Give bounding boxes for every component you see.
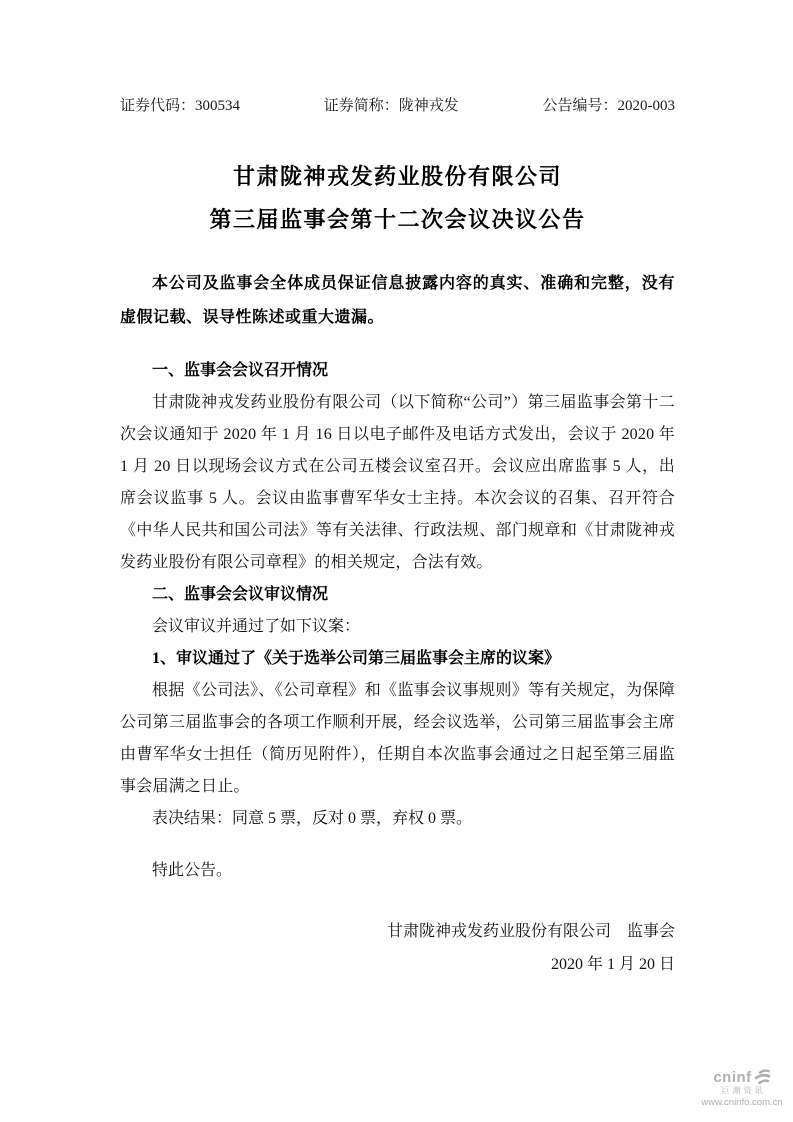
cninfo-swirl-icon [753, 1068, 771, 1085]
signature-company: 甘肃陇神戎发药业股份有限公司 监事会 [386, 923, 675, 940]
doc-title [120, 155, 675, 241]
cninfo-logo-text: cninf [713, 1069, 752, 1086]
cninfo-logo-chinese: 巨潮资讯 [721, 1086, 766, 1095]
doc-title-line1: 甘肃陇神戎发药业股份有限公司 [232, 164, 562, 189]
announcement-number: 公告编号：2020-003 [542, 98, 675, 114]
signature-block [120, 915, 675, 981]
vote-result: 表决结果：同意 5 票，反对 0 票，弃权 0 票。 [152, 810, 473, 827]
doc-header [120, 0, 675, 117]
cninfo-url: www.cninfo.com.cn [701, 1097, 783, 1108]
stock-abbr: 证券简称：陇神戎发 [323, 98, 459, 114]
doc-title-line2: 第三届监事会第十二次会议决议公告 [209, 207, 586, 232]
section2-intro: 会议审议并通过了如下议案： [152, 618, 361, 635]
closing-line: 特此公告。 [152, 862, 233, 879]
cninfo-logo [696, 1069, 788, 1086]
resolution-item1-paragraph: 根据《公司法》、《公司章程》和《监事会议事规则》等有关规定，为保障公司第三届监事会的各项工作顺利开展，经会议选举，公司第三届监事会主席由曹军华女士担任（简历见附件），任期自本次监事会通过之日起至第三届监事会届满之日止。 [120, 682, 675, 795]
section1-heading: 一、监事会会议召开情况 [152, 362, 329, 379]
resolution-item1-heading: 1、审议通过了《关于选举公司第三届监事会主席的议案》 [152, 650, 561, 667]
signature-date: 2020 年 1 月 20 日 [550, 956, 675, 973]
section1-paragraph: 甘肃陇神戎发药业股份有限公司（以下简称“公司”）第三届监事会第十二次会议通知于 2020 年 1 月 16 日以电子邮件及电话方式发出，会议于 2020 年 1 月 20 日以现场会议方式在公司五楼会议室召开。会议应出席监事 5 人，出席会议监事 5 人。会议由监事曹军华女士主持。本次会议的召集、召开符合《中华人民共和国公司法》等有关法律、行政法规、部门规章和《甘肃陇神戎发药业股份有限公司章程》的相关规定，合法有效。 [120, 394, 675, 571]
cninfo-watermark [696, 1069, 788, 1108]
stock-code: 证券代码：300534 [120, 98, 241, 114]
section2-heading: 二、监事会会议审议情况 [152, 586, 329, 603]
disclaimer-statement: 本公司及监事会全体成员保证信息披露内容的真实、准确和完整，没有虚假记载、误导性陈述或重大遗漏。 [120, 275, 675, 326]
